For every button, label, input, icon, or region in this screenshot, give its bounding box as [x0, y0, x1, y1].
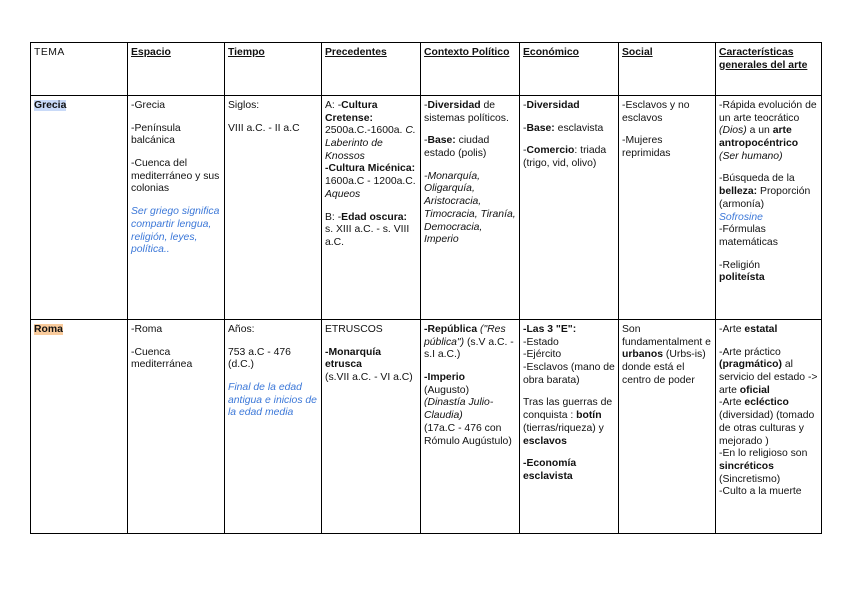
text: -Ejército [523, 349, 562, 361]
text: -Religión [719, 259, 761, 271]
text: (Dios) [719, 125, 747, 137]
header-social: Social [619, 43, 716, 96]
text: Base: [427, 135, 456, 147]
cell-grecia-precedentes [322, 96, 421, 320]
text: Proporción (armonía) [719, 186, 811, 210]
text: (Urbs-is) donde está el centro de poder [622, 349, 706, 386]
header-economico: Económico [520, 43, 619, 96]
text: (Dinastía Julio-Claudia) [424, 397, 494, 422]
cell-grecia-espacio [128, 96, 225, 320]
text: -República [424, 324, 478, 335]
note: Ser griego significa compartir lengua, religión, leyes, política.. [131, 206, 220, 256]
text: sincréticos [719, 460, 774, 472]
cell-grecia-tema [31, 96, 128, 320]
text: estatal [744, 324, 778, 335]
row-label-roma: Roma [34, 324, 63, 335]
text: Diversidad [427, 100, 481, 111]
text: esclavos [523, 435, 567, 447]
header-espacio: Espacio [128, 43, 225, 96]
note: Final de la edad antigua e inicios de la edad media [228, 382, 317, 419]
text: A: - [325, 100, 342, 111]
cell-grecia-economico: -Diversidad -Base: esclavista -Comercio: triada (trigo, vid, olivo) [520, 96, 619, 320]
text: Tras las guerras de conquista : [523, 397, 613, 422]
text: Diversidad [526, 100, 580, 111]
text: : triada (trigo, vid, olivo) [523, 145, 607, 170]
text: Siglos: [228, 100, 260, 111]
text: botín [576, 410, 602, 422]
cell-grecia-contexto: -Diversidad de sistemas políticos. -Base: ciudad estado (polis) -Monarquía, Oligarquía, Aristocracia, Timocracia, Tiranía, Democracia, Imperio [421, 96, 520, 320]
text: 753 a.C - 476 (d.C.) [228, 346, 291, 371]
text: Son fundamentalment e [622, 324, 711, 348]
text: oficial [739, 384, 770, 396]
text: ETRUSCOS [325, 324, 383, 335]
text: -Economía esclavista [523, 458, 577, 482]
text: -Península balcánica [131, 122, 181, 147]
text: al servicio del estado -> arte [719, 359, 818, 396]
text: (Ser humano) [719, 150, 783, 162]
text: ciudad estado (polis) [424, 135, 490, 160]
text: esclavista [557, 122, 604, 134]
header-contexto: Contexto Político [421, 43, 520, 96]
cell-roma-tema [31, 320, 128, 534]
text: -Arte [719, 397, 742, 409]
text: 2500a.C.-1600a. [325, 125, 403, 137]
text: (diversidad) (tomado de otras culturas y mejorado ) [719, 410, 815, 447]
text: -Grecia [131, 100, 166, 111]
text: (s.VII a.C. - VI a.C) [325, 372, 413, 384]
text: belleza: [719, 186, 758, 198]
text: ecléctico [744, 397, 789, 409]
text: VIII a.C. - II a.C [228, 122, 300, 134]
cell-roma-espacio [128, 320, 225, 534]
text: -Arte [719, 324, 742, 335]
cell-roma-economico [520, 320, 619, 534]
header-tiempo: Tiempo [225, 43, 322, 96]
text: Años: [228, 324, 255, 335]
text: de sistemas políticos. [424, 100, 509, 124]
cell-roma-tiempo [225, 320, 322, 534]
header-tema: TEMA [31, 43, 128, 96]
text: -Culto a la muerte [719, 486, 802, 498]
text: Edad oscura: [341, 211, 407, 223]
row-grecia [31, 96, 822, 320]
text: -Monarquía etrusca [325, 346, 381, 371]
cell-roma-social [619, 320, 716, 534]
text: B: - [325, 211, 342, 223]
text: arte antropocéntrico [719, 125, 799, 150]
text: (s.V a.C. - s.I a.C.) [424, 336, 514, 361]
text: Cultura Cretense: [325, 100, 378, 124]
text: urbanos [622, 349, 663, 361]
text: -Monarquía, Oligarquía, Aristocracia, Timocracia, Tiranía, Democracia, Imperio [424, 170, 516, 246]
text: -En lo religioso son [719, 448, 808, 460]
text: -Imperio [424, 372, 465, 384]
text: (pragmático) [719, 359, 782, 371]
text: 1600a.C - 1200a.C. [325, 176, 416, 188]
text: -Cuenca del mediterráneo y sus colonias [131, 158, 220, 195]
row-roma [31, 320, 822, 534]
text: a un [749, 125, 770, 137]
text: -Cuenca mediterránea [131, 346, 193, 371]
text: C. Laberinto de Knossos [325, 125, 416, 162]
header-row [31, 43, 822, 96]
history-table [30, 42, 822, 534]
cell-grecia-arte [716, 96, 822, 320]
header-caracteristicas: Características generales del arte [716, 43, 822, 96]
text: -Esclavos y no esclavos [622, 100, 690, 124]
cell-grecia-tiempo [225, 96, 322, 320]
text: -Esclavos (mano de obra barata) [523, 362, 615, 386]
text: -Búsqueda de la [719, 173, 795, 185]
text: ("Res pública") [424, 324, 506, 348]
text: Aqueos [325, 188, 361, 200]
text: Sofrosine [719, 211, 763, 223]
text: -Rápida evolución de un arte teocrático [719, 100, 817, 124]
text: -Estado [523, 336, 559, 348]
cell-roma-contexto [421, 320, 520, 534]
cell-roma-precedentes [322, 320, 421, 534]
header-precedentes: Precedentes [322, 43, 421, 96]
text: -Mujeres reprimidas [622, 135, 671, 160]
text: -Arte práctico [719, 346, 781, 358]
text: s. XIII a.C. - s. VIII a.C. [325, 224, 410, 248]
row-label-grecia: Grecia [34, 100, 67, 111]
text: -Fórmulas matemáticas [719, 224, 778, 248]
text: -Cultura Micénica: [325, 163, 416, 175]
text: (Sincretismo) [719, 473, 781, 485]
text: politeísta [719, 272, 765, 284]
cell-grecia-social [619, 96, 716, 320]
text: -Las 3 "E": [523, 324, 577, 335]
text: -Roma [131, 324, 163, 335]
text: (17a.C - 476 con Rómulo Augústulo) [424, 422, 512, 447]
text: Base: [526, 122, 555, 134]
text: (Augusto) [424, 384, 470, 396]
cell-roma-arte [716, 320, 822, 534]
text: Comercio [526, 145, 575, 157]
text: (tierras/riqueza) y [523, 422, 604, 434]
